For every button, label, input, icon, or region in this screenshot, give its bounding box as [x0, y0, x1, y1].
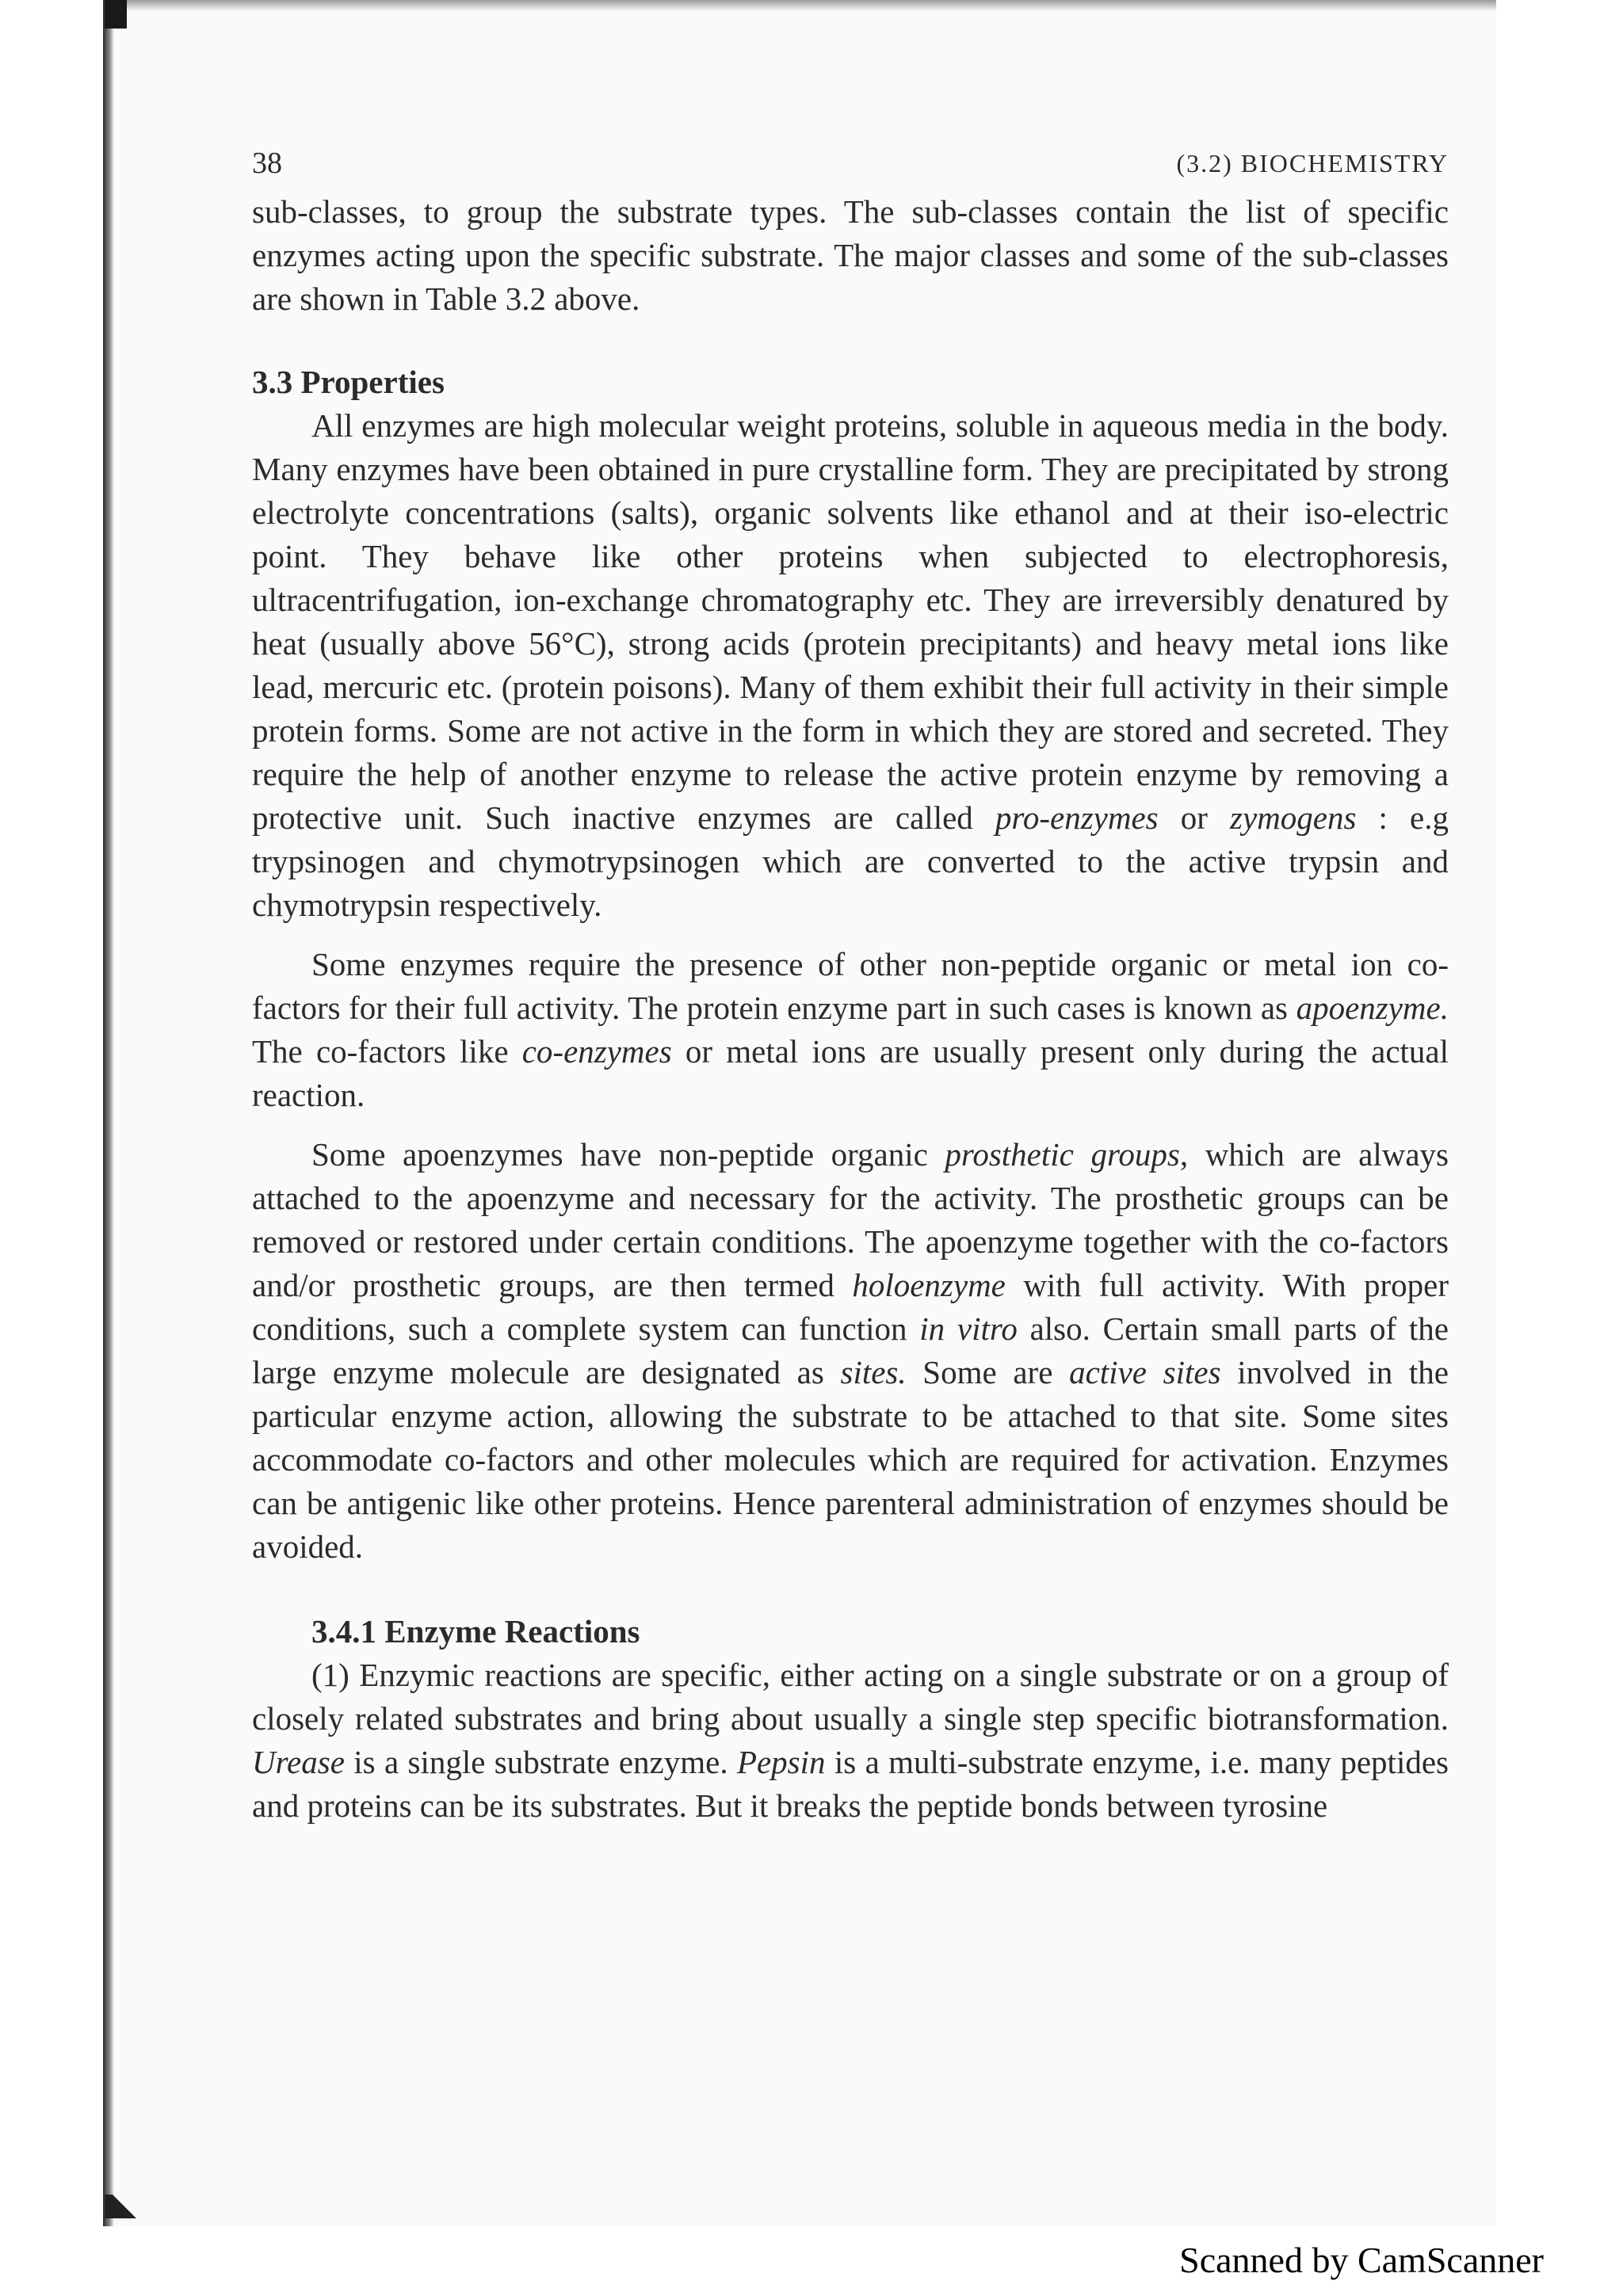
enzyme-reactions-paragraph-1: (1) Enzymic reactions are specific, either acting on a single substrate or on a group of closely related substrates and bring about usually a single step specific biotransformation. Urease is a single substrate enzyme. Pepsin is a multi-substrate enzyme, i.e. many peptides and proteins can be its substrates. But it breaks the peptide bonds between tyrosine — [252, 1657, 1449, 1824]
intro-paragraph: sub-classes, to group the substrate types. The sub-classes contain the list of specific enzymes acting upon the specific substrate. The major classes and some of the sub-classes are shown in Table 3.2 above. — [252, 193, 1449, 317]
properties-paragraph-2: Some enzymes require the presence of other non-peptide organic or metal ion co-factors for their full activity. The protein enzyme part in such cases is known as apoenzyme. The co-factors like co-enzymes or metal ions are usually present only during the actual reaction. — [252, 946, 1449, 1113]
page-number: 38 — [252, 147, 282, 180]
camscanner-watermark: Scanned by CamScanner — [1179, 2240, 1544, 2280]
page-header — [252, 135, 1449, 190]
subsection-title-enzyme-reactions: 3.4.1 Enzyme Reactions — [311, 1613, 640, 1650]
properties-paragraph-3: Some apoenzymes have non-peptide organic prosthetic groups, which are always attached to the apoenzyme and necessary for the activity. The prosthetic groups can be removed or restored under certain conditions. The apoenzyme together with the co-factors and/or prosthetic groups, are then termed holoenzyme with full activity. With proper conditions, such a complete system can function in vitro also. Certain small parts of the large enzyme molecule are designated as sites. Some are active sites involved in the particular enzyme action, allowing the substrate to be attached to that site. Some sites accommodate co-factors and other molecules which are required for activation. Enzymes can be antigenic like other proteins. Hence parenteral administration of enzymes should be avoided. — [252, 1136, 1449, 1565]
corner-mark — [105, 0, 127, 29]
running-head: (3.2) BIOCHEMISTRY — [1176, 149, 1449, 177]
book-page — [252, 135, 1449, 1828]
properties-paragraph-1: All enzymes are high molecular weight proteins, soluble in aqueous media in the body. Many enzymes have been obtained in pure crystalline form. They are precipitated by strong electrolyte concentrations (salts), organic solvents like ethanol and at their iso-electric point. They behave like other proteins when subjected to electrophoresis, ultracentrifugation, ion-exchange chromatography etc. They are irreversibly denatured by heat (usually above 56°C), strong acids (protein precipitants) and heavy metal ions like lead, mercuric etc. (protein poisons). Many of them exhibit their full activity in their simple protein forms. Some are not active in the form in which they are stored and secreted. They require the help of another enzyme to release the active protein enzyme by removing a protective unit. Such inactive enzymes are called pro-enzymes or zymogens : e.g trypsinogen and chymotrypsinogen which are converted to the active trypsin and chymotrypsin respectively. — [252, 407, 1449, 923]
page-top-shadow — [111, 0, 1496, 11]
section-title-properties: 3.3 Properties — [252, 364, 445, 400]
page-edge-shadow — [103, 0, 114, 2226]
